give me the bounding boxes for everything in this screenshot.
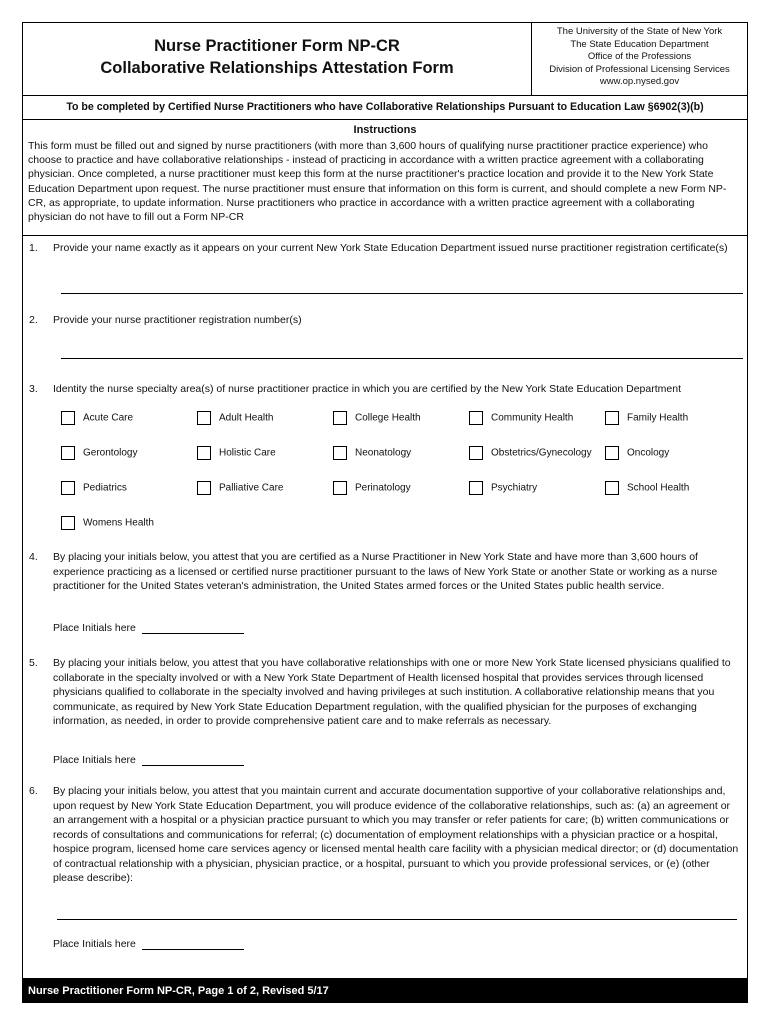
- specialty-label: College Health: [355, 412, 421, 424]
- initials-field-6: [53, 937, 244, 950]
- specialty-checkbox[interactable]: [333, 481, 347, 495]
- specialty-option[interactable]: [197, 411, 273, 425]
- specialty-checkbox[interactable]: [469, 411, 483, 425]
- footer-text: Nurse Practitioner Form NP-CR, Page 1 of 2, Revised 5/17: [28, 985, 329, 997]
- agency-line: Division of Professional Licensing Services: [549, 63, 730, 75]
- specialty-label: Obstetrics/Gynecology: [491, 447, 592, 459]
- agency-line: Office of the Professions: [587, 51, 692, 62]
- specialty-label: Neonatology: [355, 447, 412, 459]
- specialty-option[interactable]: [61, 446, 137, 460]
- specialty-label: Acute Care: [83, 412, 134, 424]
- specialty-option[interactable]: [61, 516, 154, 530]
- instructions-body: This form must be filled out and signed by nurse practitioners (with more than 3,600 hours of qualifying nurse practitioner practice experience) who choose to practice and have collaborative relationships - instead of practicing in accordance with a written practice agreement with a collaborating physician. Once completed, a nurse practitioner must keep this form at the nurse practitioner's practice location and provide it to the New York State Education Department upon request. The nurse practitioner must ensure that information on this form is current, and should complete a new Form NP-CR, as appropriate, to update information. Nurse practitioners who practice in accordance with a written practice agreement with a collaborating physician do not have to fill out a Form NP-CR: [28, 140, 727, 224]
- agency-line: The University of the State of New York: [556, 26, 723, 37]
- specialty-label: Perinatology: [355, 482, 411, 494]
- specialty-label: Community Health: [491, 412, 574, 424]
- item-number: 1.: [29, 242, 38, 254]
- specialty-option[interactable]: [605, 411, 688, 425]
- agency-block: [532, 26, 747, 89]
- specialty-label: Adult Health: [219, 412, 274, 424]
- specialty-option[interactable]: [61, 411, 133, 425]
- form-header: [23, 23, 747, 96]
- item-number: 3.: [29, 383, 38, 395]
- item-number: 2.: [29, 314, 38, 326]
- specialty-label: Pediatrics: [83, 482, 127, 494]
- specialty-checkbox[interactable]: [333, 446, 347, 460]
- item-text: By placing your initials below, you attest that you have collaborative relationships with one or more New York State licensed physicians qualified to collaborate in the specialty involved or with a New York State Department of Health licensed hospital that provides services through licensed physicians qualified to collaborate in the specialty involved and having privileges at such institution. A collaborative relationship means that you communicate, as required by New York State Education Department regulation, with the qualified physician for the purposes of exchanging information, as needed, in order to provide comprehensive patient care and to make referrals as necessary.: [53, 657, 731, 727]
- item-number: 4.: [29, 551, 38, 563]
- completion-notice: To be completed by Certified Nurse Practitioners who have Collaborative Relationships Pursuant to Education Law §6902(3)(b): [23, 95, 747, 120]
- specialty-checkbox[interactable]: [61, 481, 75, 495]
- specialty-label: School Health: [627, 482, 690, 494]
- specialty-checkbox[interactable]: [605, 411, 619, 425]
- item-text: Provide your name exactly as it appears on your current New York State Education Department issued nurse practitioner registration certificate(s): [53, 242, 728, 254]
- initials-field-4: [53, 621, 244, 634]
- specialty-checkbox[interactable]: [197, 411, 211, 425]
- initials-field-5: [53, 753, 244, 766]
- specialty-option[interactable]: [197, 446, 276, 460]
- item-number: 5.: [29, 657, 38, 669]
- other-description-input-line[interactable]: [57, 919, 737, 920]
- instructions-section: [23, 120, 747, 236]
- specialty-checkbox[interactable]: [469, 481, 483, 495]
- item-text: By placing your initials below, you attest that you are certified as a Nurse Practitioner in New York State and have more than 3,600 hours of experience practicing as a licensed or certified nurse practitioner pursuant to the laws of New York State or another State or working as a nurse practitioner for the United States veteran's administration, the United States armed forces or the United States public health service.: [53, 551, 718, 592]
- initials-label: Place Initials here: [53, 754, 136, 766]
- specialty-option[interactable]: [333, 481, 411, 495]
- specialty-checkbox[interactable]: [61, 411, 75, 425]
- specialty-option[interactable]: [197, 481, 283, 495]
- initials-label: Place Initials here: [53, 622, 136, 634]
- specialty-label: Gerontology: [83, 447, 138, 459]
- specialty-checkbox[interactable]: [61, 516, 75, 530]
- page-footer: [22, 979, 748, 1003]
- specialty-checkbox[interactable]: [197, 481, 211, 495]
- initials-label: Place Initials here: [53, 938, 136, 950]
- item-number: 6.: [29, 785, 38, 797]
- specialty-option[interactable]: [469, 446, 592, 460]
- specialty-checkbox[interactable]: [469, 446, 483, 460]
- specialty-checkbox[interactable]: [333, 411, 347, 425]
- specialty-option[interactable]: [333, 446, 411, 460]
- registration-number-input-line[interactable]: [61, 358, 743, 359]
- specialty-option[interactable]: [605, 481, 689, 495]
- specialty-checkbox[interactable]: [605, 446, 619, 460]
- name-input-line[interactable]: [61, 293, 743, 294]
- item-text: Identity the nurse specialty area(s) of nurse practitioner practice in which you are certified by the New York State Education Department: [53, 383, 681, 395]
- form-subtitle: Collaborative Relationships Attestation Form: [100, 59, 454, 77]
- specialty-label: Holistic Care: [219, 447, 276, 459]
- agency-website: www.op.nysed.gov: [599, 76, 680, 87]
- specialty-label: Psychiatry: [491, 482, 538, 494]
- initials-input-line[interactable]: [142, 937, 244, 950]
- form-title: Nurse Practitioner Form NP-CR: [154, 37, 400, 55]
- specialty-label: Family Health: [627, 412, 689, 424]
- specialty-option[interactable]: [333, 411, 421, 425]
- agency-line: The State Education Department: [570, 38, 709, 50]
- instructions-title: Instructions: [353, 124, 417, 136]
- specialty-label: Oncology: [627, 447, 670, 459]
- specialty-option[interactable]: [61, 481, 127, 495]
- form-frame: [22, 22, 748, 979]
- title-box: [23, 23, 532, 95]
- specialty-option[interactable]: [605, 446, 669, 460]
- specialty-checkbox[interactable]: [61, 446, 75, 460]
- specialty-option[interactable]: [469, 411, 573, 425]
- item-text: By placing your initials below, you attest that you maintain current and accurate documentation supportive of your collaborative relationships and, upon request by New York State Education Department, you will produce evidence of the collaborative relationships, such as: (a) an agreement or an arrangement with a hospital or a physician practice pursuant to which you may transfer or refer patients for care; (b) written communications or records of consultations and communications for referral; (c) documentation of employment relationships with a physician practice or a hospital, hospice program, licensed home care services agency or licensed mental health care facility with a physician medical director; or (d) documentation of contractual relationship with a physician, physician practice, or a hospital, pursuant to which you provide professional services, or (e) (other please describe):: [53, 785, 739, 884]
- specialty-label: Womens Health: [83, 517, 154, 529]
- item-text: Provide your nurse practitioner registration number(s): [53, 314, 302, 326]
- initials-input-line[interactable]: [142, 753, 244, 766]
- specialty-label: Palliative Care: [219, 482, 284, 494]
- initials-input-line[interactable]: [142, 621, 244, 634]
- specialty-option[interactable]: [469, 481, 537, 495]
- specialty-checkbox[interactable]: [605, 481, 619, 495]
- specialty-checkbox[interactable]: [197, 446, 211, 460]
